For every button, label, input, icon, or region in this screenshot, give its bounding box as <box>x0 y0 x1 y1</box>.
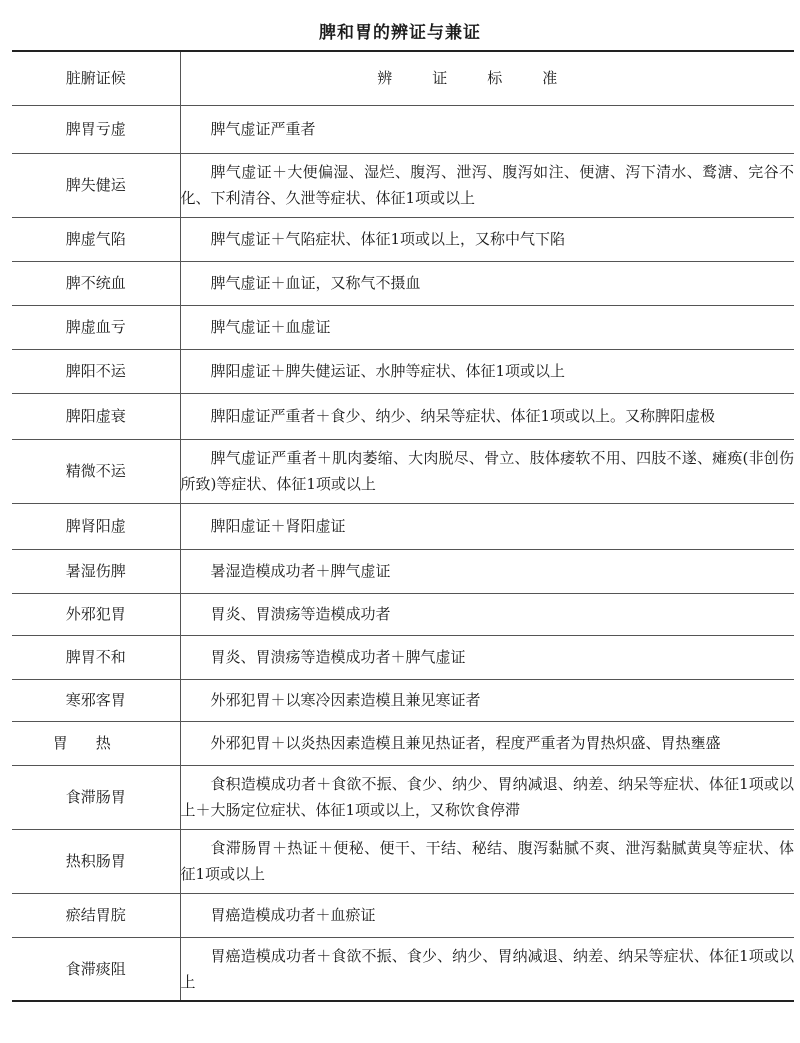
table-row <box>12 217 794 261</box>
table-row <box>12 765 794 829</box>
table-row <box>12 937 794 1001</box>
diagnostic-criteria: 外邪犯胃＋以寒冷因素造模且兼见寒证者 <box>180 679 794 721</box>
syndrome-name: 瘀结胃脘 <box>12 893 180 937</box>
syndrome-name: 脾阳虚衰 <box>12 393 180 439</box>
table-row <box>12 349 794 393</box>
header-syndrome: 脏腑证候 <box>12 51 180 105</box>
syndrome-name: 脾虚血亏 <box>12 305 180 349</box>
diagnostic-criteria: 脾阳虚证＋脾失健运证、水肿等症状、体征1项或以上 <box>180 349 794 393</box>
syndrome-name: 脾不统血 <box>12 261 180 305</box>
header-criteria: 辨证标准 <box>180 51 794 105</box>
diagnostic-criteria: 食积造模成功者＋食欲不振、食少、纳少、胃纳减退、纳差、纳呆等症状、体征1项或以上＋大肠定位症状、体征1项或以上，又称饮食停滞 <box>180 765 794 829</box>
diagnostic-criteria: 脾阳虚证严重者＋食少、纳少、纳呆等症状、体征1项或以上。又称脾阳虚极 <box>180 393 794 439</box>
table-row <box>12 439 794 503</box>
diagnostic-criteria: 食滞肠胃＋热证＋便秘、便干、干结、秘结、腹泻黏腻不爽、泄泻黏腻黄臭等症状、体征1项或以上 <box>180 829 794 893</box>
diagnostic-criteria: 脾气虚证严重者 <box>180 105 794 153</box>
table-header-row <box>12 51 794 105</box>
table-row <box>12 893 794 937</box>
table-row <box>12 503 794 549</box>
table-row <box>12 105 794 153</box>
table-row <box>12 153 794 217</box>
syndrome-name: 脾肾阳虚 <box>12 503 180 549</box>
diagnostic-criteria: 脾气虚证＋血虚证 <box>180 305 794 349</box>
diagnostic-criteria: 脾气虚证＋气陷症状、体征1项或以上，又称中气下陷 <box>180 217 794 261</box>
diagnostic-criteria: 胃癌造模成功者＋食欲不振、食少、纳少、胃纳减退、纳差、纳呆等症状、体征1项或以上 <box>180 937 794 1001</box>
syndrome-name: 胃热 <box>12 721 180 765</box>
table-row <box>12 549 794 593</box>
syndrome-name: 食滞肠胃 <box>12 765 180 829</box>
table-row <box>12 305 794 349</box>
table-row <box>12 393 794 439</box>
syndrome-name: 脾虚气陷 <box>12 217 180 261</box>
table-row <box>12 721 794 765</box>
table-row <box>12 593 794 635</box>
table-body <box>12 105 794 1001</box>
syndrome-name: 寒邪客胃 <box>12 679 180 721</box>
diagnostic-criteria: 脾气虚证严重者＋肌肉萎缩、大肉脱尽、骨立、肢体痿软不用、四肢不遂、瘫痪(非创伤所致)等症状、体征1项或以上 <box>180 439 794 503</box>
table-row <box>12 635 794 679</box>
syndrome-name: 脾胃不和 <box>12 635 180 679</box>
table-row <box>12 261 794 305</box>
syndrome-name: 脾失健运 <box>12 153 180 217</box>
syndrome-name: 脾阳不运 <box>12 349 180 393</box>
diagnostic-criteria: 脾阳虚证＋肾阳虚证 <box>180 503 794 549</box>
diagnostic-criteria: 脾气虚证＋大便偏湿、湿烂、腹泻、泄泻、腹泻如注、便溏、泻下清水、鹜溏、完谷不化、下利清谷、久泄等症状、体征1项或以上 <box>180 153 794 217</box>
table-title: 脾和胃的辨证与兼证 <box>319 23 481 43</box>
diagnostic-criteria: 胃癌造模成功者＋血瘀证 <box>180 893 794 937</box>
syndrome-table <box>12 50 794 1002</box>
syndrome-name: 暑湿伤脾 <box>12 549 180 593</box>
syndrome-name: 热积肠胃 <box>12 829 180 893</box>
diagnostic-criteria: 暑湿造模成功者＋脾气虚证 <box>180 549 794 593</box>
diagnostic-criteria: 脾气虚证＋血证，又称气不摄血 <box>180 261 794 305</box>
table-row <box>12 679 794 721</box>
syndrome-name: 食滞痰阻 <box>12 937 180 1001</box>
table-row <box>12 829 794 893</box>
diagnostic-criteria: 胃炎、胃溃疡等造模成功者＋脾气虚证 <box>180 635 794 679</box>
diagnostic-criteria: 胃炎、胃溃疡等造模成功者 <box>180 593 794 635</box>
syndrome-name: 精微不运 <box>12 439 180 503</box>
syndrome-name: 脾胃亏虚 <box>12 105 180 153</box>
diagnostic-criteria: 外邪犯胃＋以炎热因素造模且兼见热证者，程度严重者为胃热炽盛、胃热壅盛 <box>180 721 794 765</box>
syndrome-name: 外邪犯胃 <box>12 593 180 635</box>
